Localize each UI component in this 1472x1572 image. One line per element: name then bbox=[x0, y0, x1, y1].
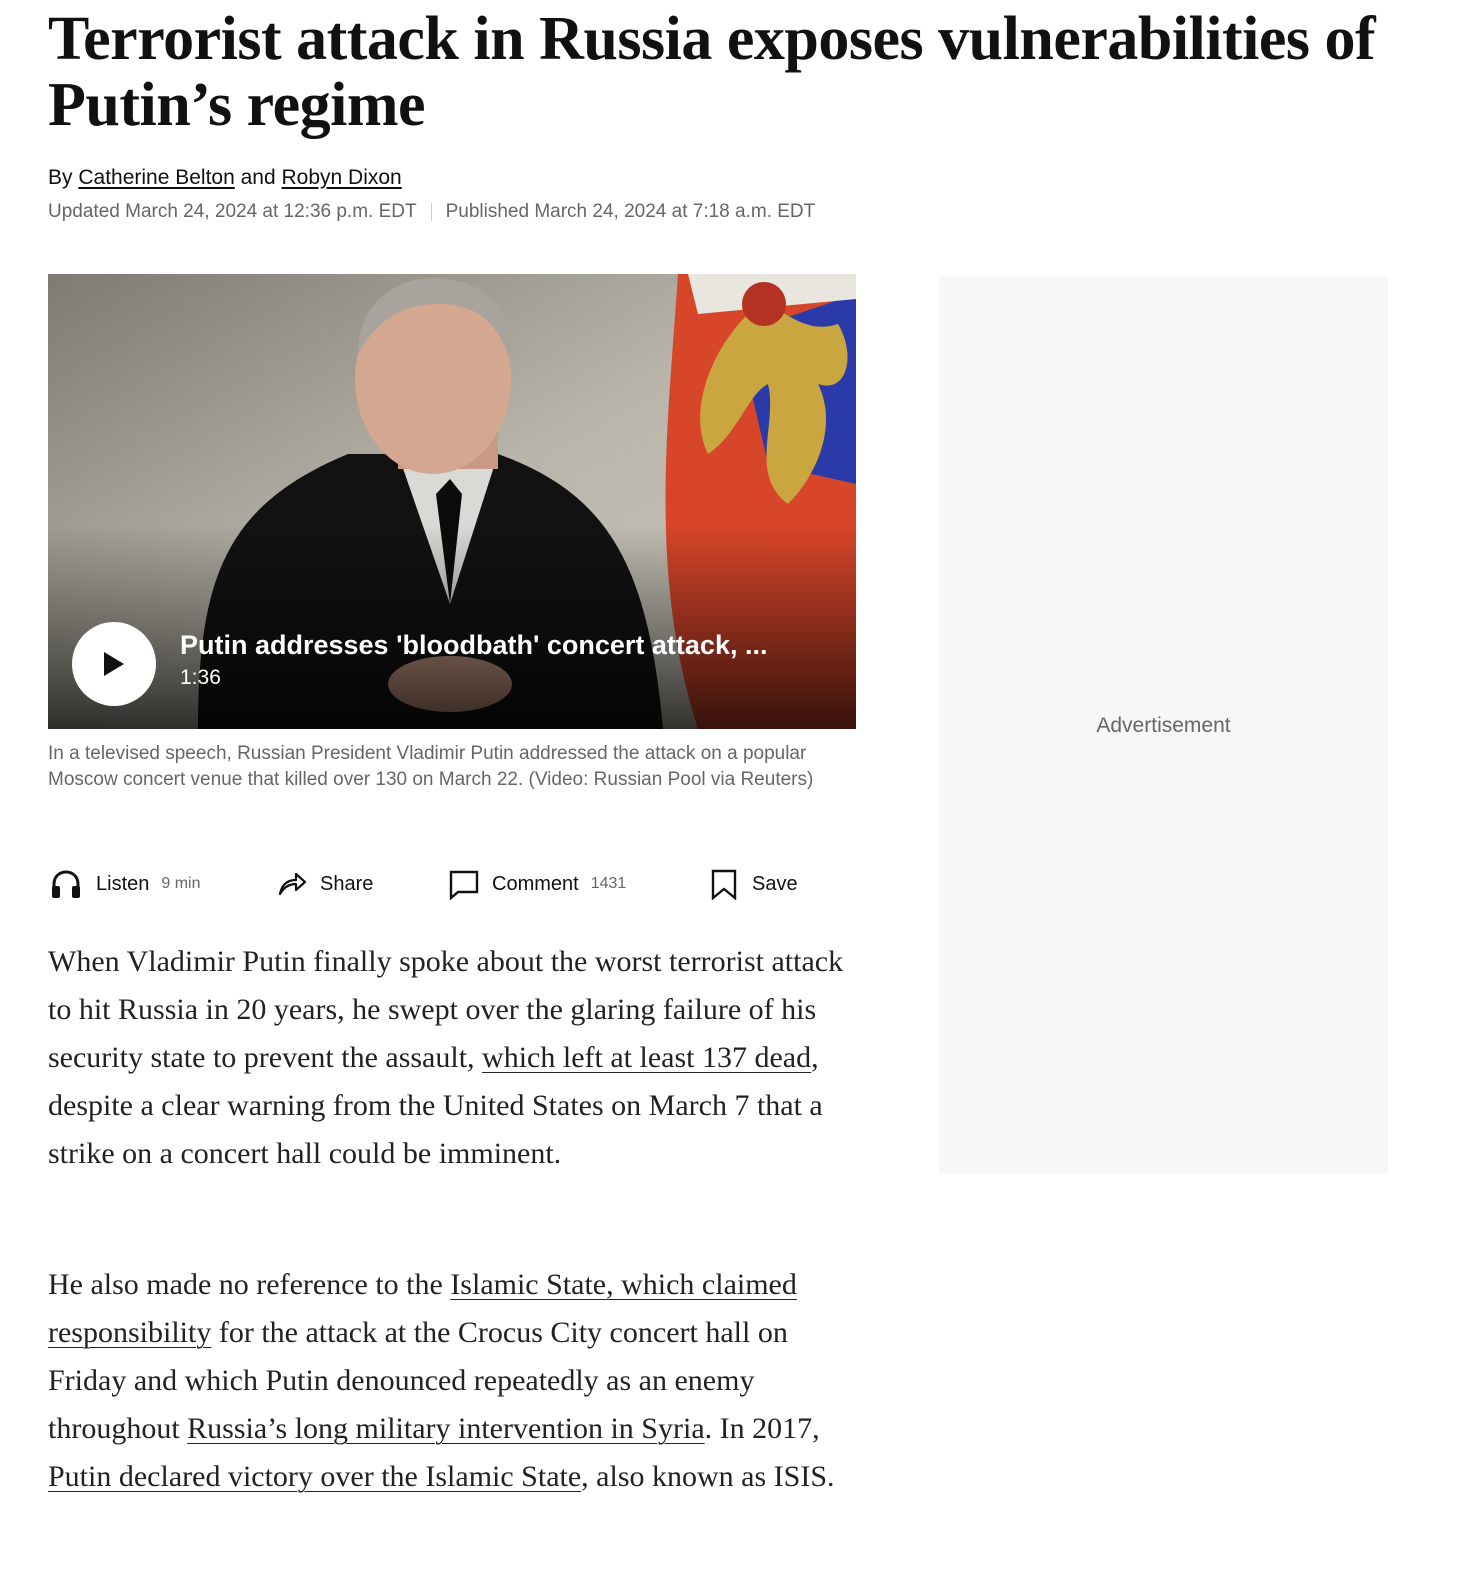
published-timestamp: Published March 24, 2024 at 7:18 a.m. EDT bbox=[445, 201, 816, 222]
link-death-toll[interactable]: which left at least 137 dead bbox=[482, 1041, 812, 1074]
headline: Terrorist attack in Russia exposes vulnerabilities of Putin’s regime bbox=[48, 5, 1376, 139]
paragraph-text: for the attack at the Crocus City concert hall on Friday and which Putin denounced repeatedly as an enemy throughout bbox=[48, 1316, 788, 1445]
byline bbox=[48, 166, 402, 190]
link-islamic-state-claim[interactable]: Islamic State, which claimed responsibility bbox=[48, 1268, 797, 1349]
video-player[interactable] bbox=[48, 274, 856, 729]
article-paragraph-1 bbox=[48, 938, 860, 1178]
listen-button[interactable] bbox=[48, 862, 201, 906]
paragraph-text: He also made no reference to the bbox=[48, 1268, 451, 1301]
video-title[interactable]: Putin addresses 'bloodbath' concert attack, ... bbox=[180, 630, 768, 660]
timestamps bbox=[48, 201, 815, 223]
listen-duration: 9 min bbox=[161, 875, 201, 892]
comment-count: 1431 bbox=[590, 875, 627, 892]
save-label: Save bbox=[752, 872, 798, 895]
link-russia-syria-intervention[interactable]: Russia’s long military intervention in Syria bbox=[187, 1412, 705, 1445]
article-actions-bar bbox=[48, 862, 856, 906]
author-link-robyn-dixon[interactable]: Robyn Dixon bbox=[281, 166, 402, 189]
paragraph-text: , also known as ISIS. bbox=[581, 1460, 835, 1493]
paragraph-text: , despite a clear warning from the United States on March 7 that a strike on a concert hall could be imminent. bbox=[48, 1041, 823, 1170]
paragraph-text: When Vladimir Putin finally spoke about the worst terrorist attack to hit Russia in 20 years, he swept over the glaring failure of his security state to prevent the assault, bbox=[48, 945, 844, 1074]
comment-icon bbox=[448, 868, 480, 900]
comment-label: Comment bbox=[492, 872, 579, 895]
link-putin-victory-isis[interactable]: Putin declared victory over the Islamic State bbox=[48, 1460, 582, 1493]
headphones-icon bbox=[48, 866, 84, 902]
video-caption: In a televised speech, Russian President Vladimir Putin addressed the attack on a popular Moscow concert venue that killed over 130 on March 22. (Video: Russian Pool via Reuters) bbox=[48, 743, 814, 790]
paragraph-text: . In 2017, bbox=[704, 1412, 820, 1445]
updated-timestamp: Updated March 24, 2024 at 12:36 p.m. EDT bbox=[48, 201, 417, 222]
save-button[interactable] bbox=[708, 862, 798, 906]
bookmark-icon bbox=[708, 868, 740, 900]
byline-prefix: By bbox=[48, 166, 79, 189]
author-link-catherine-belton[interactable]: Catherine Belton bbox=[78, 166, 235, 189]
article-paragraph-2 bbox=[48, 1261, 860, 1501]
listen-label: Listen bbox=[96, 872, 150, 895]
video-duration: 1:36 bbox=[180, 666, 221, 689]
share-label: Share bbox=[320, 872, 374, 895]
play-button[interactable] bbox=[72, 622, 156, 706]
play-icon bbox=[100, 649, 128, 679]
share-button[interactable] bbox=[276, 862, 373, 906]
byline-conjunction: and bbox=[234, 166, 282, 189]
advertisement-label: Advertisement bbox=[1096, 714, 1231, 737]
advertisement-slot[interactable] bbox=[939, 276, 1388, 1174]
timestamp-divider bbox=[431, 203, 432, 221]
share-arrow-icon bbox=[276, 868, 308, 900]
comment-button[interactable] bbox=[448, 862, 626, 906]
